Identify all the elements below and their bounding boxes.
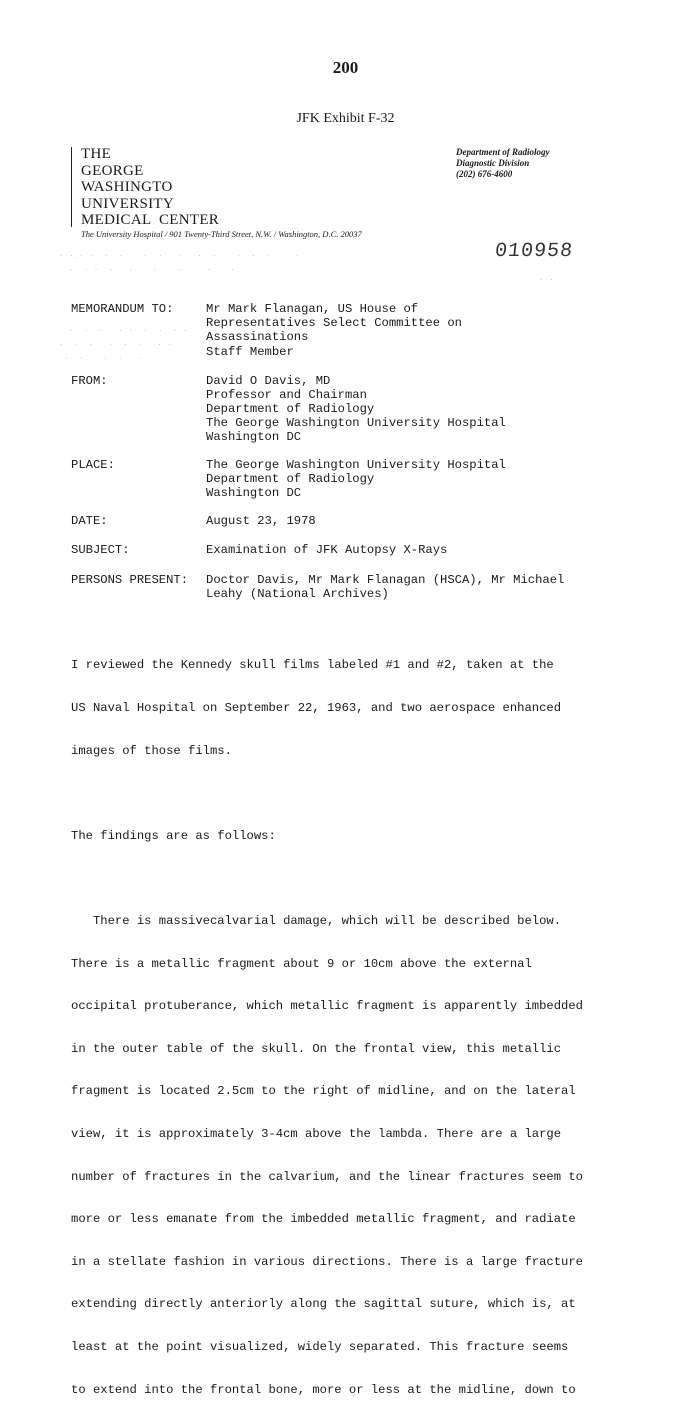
memo-to-line: Mr Mark Flanagan, US House of bbox=[206, 302, 419, 316]
letterhead-rule bbox=[71, 147, 72, 227]
letterhead-address: The University Hospital / 901 Twenty-Third Street, N.W. / Washington, D.C. 20037 bbox=[81, 229, 362, 239]
body-line: in a stellate fashion in various directions. There is a large fracture bbox=[71, 1254, 583, 1269]
memo-subject-value: Examination of JFK Autopsy X-Rays bbox=[206, 543, 448, 557]
department-block bbox=[456, 147, 550, 180]
body-line: number of fractures in the calvarium, and the linear fractures seem to bbox=[71, 1169, 583, 1184]
body-line: US Naval Hospital on September 22, 1963, and two aerospace enhanced bbox=[71, 701, 562, 715]
scan-noise: · · · · · · · · · bbox=[70, 327, 190, 335]
memo-date-label: DATE: bbox=[71, 514, 108, 528]
memo-to-line: Representatives Select Committee on bbox=[206, 316, 462, 330]
memo-from-label: FROM: bbox=[71, 374, 108, 388]
institution-line: MEDICAL CENTER bbox=[81, 212, 220, 228]
memo-from-line: Department of Radiology bbox=[206, 402, 375, 416]
department-line: Department of Radiology bbox=[456, 147, 550, 157]
body-line: There is a metallic fragment about 9 or 10cm above the external bbox=[71, 956, 532, 971]
body-line: I reviewed the Kennedy skull films labeled #1 and #2, taken at the bbox=[71, 658, 554, 673]
memo-subject-label: SUBJECT: bbox=[71, 543, 130, 557]
scan-noise: · ·.· · · · · · · · · · · · · bbox=[60, 252, 302, 260]
body-line: least at the point visualized, widely separated. This fracture seems bbox=[71, 1339, 569, 1354]
memo-place-line: Department of Radiology bbox=[206, 472, 375, 486]
exhibit-title: JFK Exhibit F-32 bbox=[296, 111, 395, 126]
body-line: There is massivecalvarial damage, which will be described below. bbox=[71, 913, 562, 928]
institution-line: THE bbox=[81, 146, 112, 162]
body-line: images of those films. bbox=[71, 743, 232, 758]
memo-place-line: Washington DC bbox=[206, 486, 302, 500]
memo-place-line: The George Washington University Hospital bbox=[206, 458, 506, 472]
memo-from-line: David O Davis, MD bbox=[206, 374, 331, 388]
body-line: to extend into the frontal bone, more or less at the midline, down to bbox=[71, 1382, 576, 1397]
scan-noise: · · bbox=[540, 276, 556, 284]
institution-line: UNIVERSITY bbox=[81, 195, 174, 212]
memo-persons-line: Doctor Davis, Mr Mark Flanagan (HSCA), Mr Michael bbox=[206, 573, 565, 587]
memo-from-line: Washington DC bbox=[206, 430, 302, 444]
memo-to-line: Staff Member bbox=[206, 345, 294, 359]
scan-noise: · · · · · · · · bbox=[60, 341, 174, 349]
paragraph-gap bbox=[71, 871, 583, 885]
memo-persons-label: PERSONS PRESENT: bbox=[71, 573, 189, 587]
department-line: Diagnostic Division bbox=[456, 158, 530, 168]
body-line: in the outer table of the skull. On the frontal view, this metallic bbox=[71, 1041, 562, 1056]
scan-noise: · · · · · · · · · bbox=[70, 266, 237, 274]
memo-date-value: August 23, 1978 bbox=[206, 514, 316, 528]
institution-name bbox=[81, 146, 219, 229]
body-line: extending directly anteriorly along the sagittal suture, which is, at bbox=[71, 1297, 576, 1312]
institution-line: GEORGE bbox=[81, 162, 144, 179]
paragraph-gap bbox=[71, 786, 583, 800]
body-line: view, it is approximately 3-4cm above the lambda. There are a large bbox=[71, 1126, 562, 1141]
document-stamp-number: 010958 bbox=[493, 240, 575, 263]
memo-place-label: PLACE: bbox=[71, 458, 115, 472]
scan-noise: · · · · · bbox=[65, 355, 144, 363]
memo-from-line: The George Washington University Hospital bbox=[206, 416, 506, 430]
memo-to-line: Assassinations bbox=[206, 330, 309, 344]
memo-from-line: Professor and Chairman bbox=[206, 388, 367, 402]
memo-body bbox=[71, 630, 583, 1411]
department-line: (202) 676-4600 bbox=[456, 169, 513, 179]
body-line: more or less emanate from the imbedded metallic fragment, and radiate bbox=[71, 1212, 576, 1227]
page-number: 200 bbox=[332, 58, 359, 77]
memo-persons-line: Leahy (National Archives) bbox=[206, 587, 389, 601]
institution-line: WASHINGTO bbox=[81, 179, 173, 195]
body-line: fragment is located 2.5cm to the right of midline, and on the lateral bbox=[71, 1084, 576, 1099]
findings-intro: The findings are as follows: bbox=[71, 828, 276, 843]
body-line: occipital protuberance, which metallic fragment is apparently imbedded bbox=[71, 999, 583, 1014]
memo-to-label: MEMORANDUM TO: bbox=[71, 302, 174, 316]
